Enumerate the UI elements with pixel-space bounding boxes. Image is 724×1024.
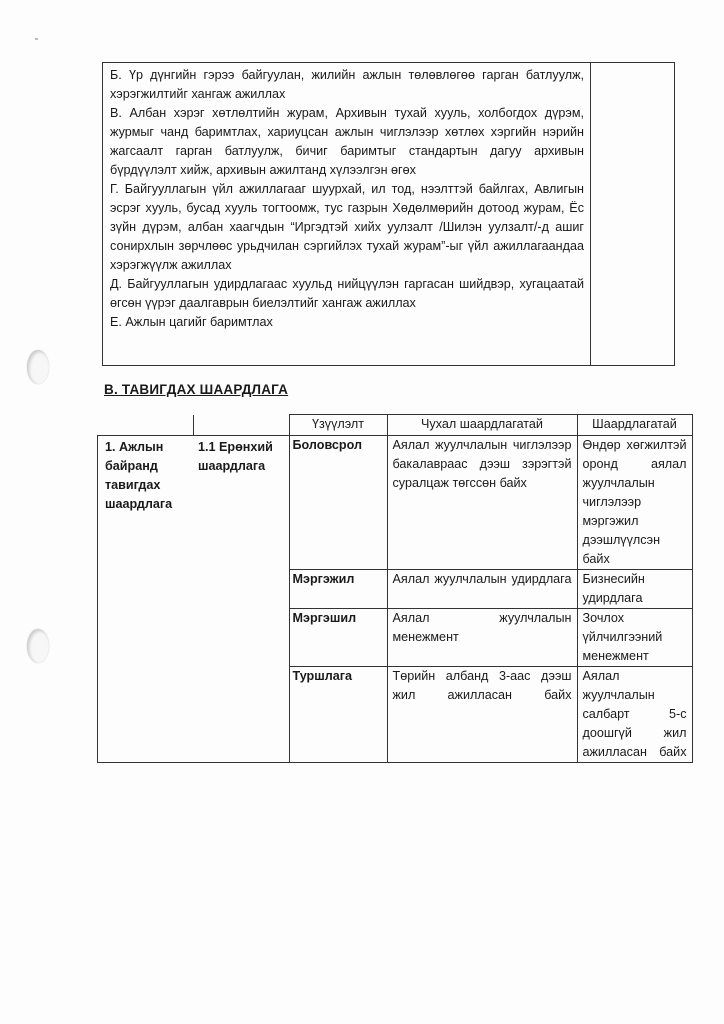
scan-speck <box>35 38 38 40</box>
duty-item: Е. Ажлын цагийг баримтлах <box>110 315 273 329</box>
table-row <box>98 667 693 763</box>
essential-cell: Төрийн албанд 3-аас дээш жил ажилласан байх <box>387 667 577 763</box>
table-header-row <box>98 415 693 436</box>
blank-cell <box>98 609 194 667</box>
desirable-cell: Аялал жуулчлалын салбарт 5-с доошгүй жил ажилласан байх <box>577 667 692 763</box>
duty-item: Б. Үр дүнгийн гэрээ байгуулан, жилийн ажлын төлөвлөгөө гарган батлуулж, хэрэгжилтийг хангаж ажиллах <box>110 68 584 101</box>
header-essential: Чухал шаардлагатай <box>387 415 577 436</box>
blank-cell <box>193 570 289 609</box>
blank-cell <box>193 609 289 667</box>
criterion-cell: Боловсрол <box>289 436 387 570</box>
blank-cell <box>98 570 194 609</box>
punch-hole <box>27 350 49 384</box>
criterion-cell: Мэргэжил <box>289 570 387 609</box>
criterion-cell: Мэргэшил <box>289 609 387 667</box>
duty-item: В. Албан хэрэг хөтлөлтийн журам, Архивын тухай хууль, холбогдох дүрэм, журмыг чанд баримтлах, хариуцсан ажлын чиглэлээр хөтлөх хэргийн нэрийн жагсаалт гарган батлуулж, бичиг баримтыг стандартын дагуу архивын бүрдүүлэлт хийж, архивын ажилтанд хүлээлгэн өгөх <box>110 106 584 177</box>
section-heading: В. ТАВИГДАХ ШААРДЛАГА <box>104 382 289 397</box>
blank-cell <box>193 667 289 763</box>
essential-cell: Аялал жуулчлалын удирдлага <box>387 570 577 609</box>
duties-empty-cell <box>591 63 675 366</box>
duties-table <box>102 62 675 366</box>
criterion-cell: Туршлага <box>289 667 387 763</box>
duties-text-cell <box>103 63 591 366</box>
essential-cell: Аялал жуулчлалын менежмент <box>387 609 577 667</box>
header-blank <box>98 415 194 436</box>
table-row <box>98 570 693 609</box>
desirable-cell: Бизнесийн удирдлага <box>577 570 692 609</box>
table-row <box>98 436 693 570</box>
duty-item: Д. Байгууллагын удирдлагаас хуульд нийцүүлэн гаргасан шийдвэр, хугацаатай өгсөн үүрэг даалгаврын биелэлтийг хангаж ажиллах <box>110 277 584 310</box>
essential-cell: Аялал жуулчлалын чиглэлээр бакалавраас дээш зэрэгтэй суралцаж төгссөн байх <box>387 436 577 570</box>
desirable-cell: Зочлох үйлчилгээний менежмент <box>577 609 692 667</box>
desirable-cell: Өндөр хөгжилтэй оронд аялал жуулчлалын чиглэлээр мэргэжил дээшлүүлсэн байх <box>577 436 692 570</box>
category-label: 1. Ажлын байранд тавигдах шаардлага <box>98 436 194 570</box>
header-criterion: Үзүүлэлт <box>289 415 387 436</box>
punch-hole <box>27 629 49 663</box>
table-row <box>98 609 693 667</box>
header-desirable: Шаардлагатай <box>577 415 692 436</box>
blank-cell <box>98 667 194 763</box>
requirements-table <box>97 414 693 763</box>
header-blank <box>193 415 289 436</box>
subcategory-label: 1.1 Ерөнхий шаардлага <box>193 436 289 570</box>
duty-item: Г. Байгууллагын үйл ажиллагааг шуурхай, ил тод, нээлттэй байлгах, Авлигын эсрэг хууль, бусад хууль тогтоомж, тус газрын Хөдөлмөрийн дотоод журам, Ёс зүйн дүрэм, албан хаагчдын “Иргэдтэй хийх уулзалт /Шилэн уулзалт/-д ашиг сонирхлын зөрчлөөс урьдчилан сэргийлэх тухай журам”-ыг үйл ажиллагаандаа хэрэгжүүлж ажиллах <box>110 182 584 272</box>
